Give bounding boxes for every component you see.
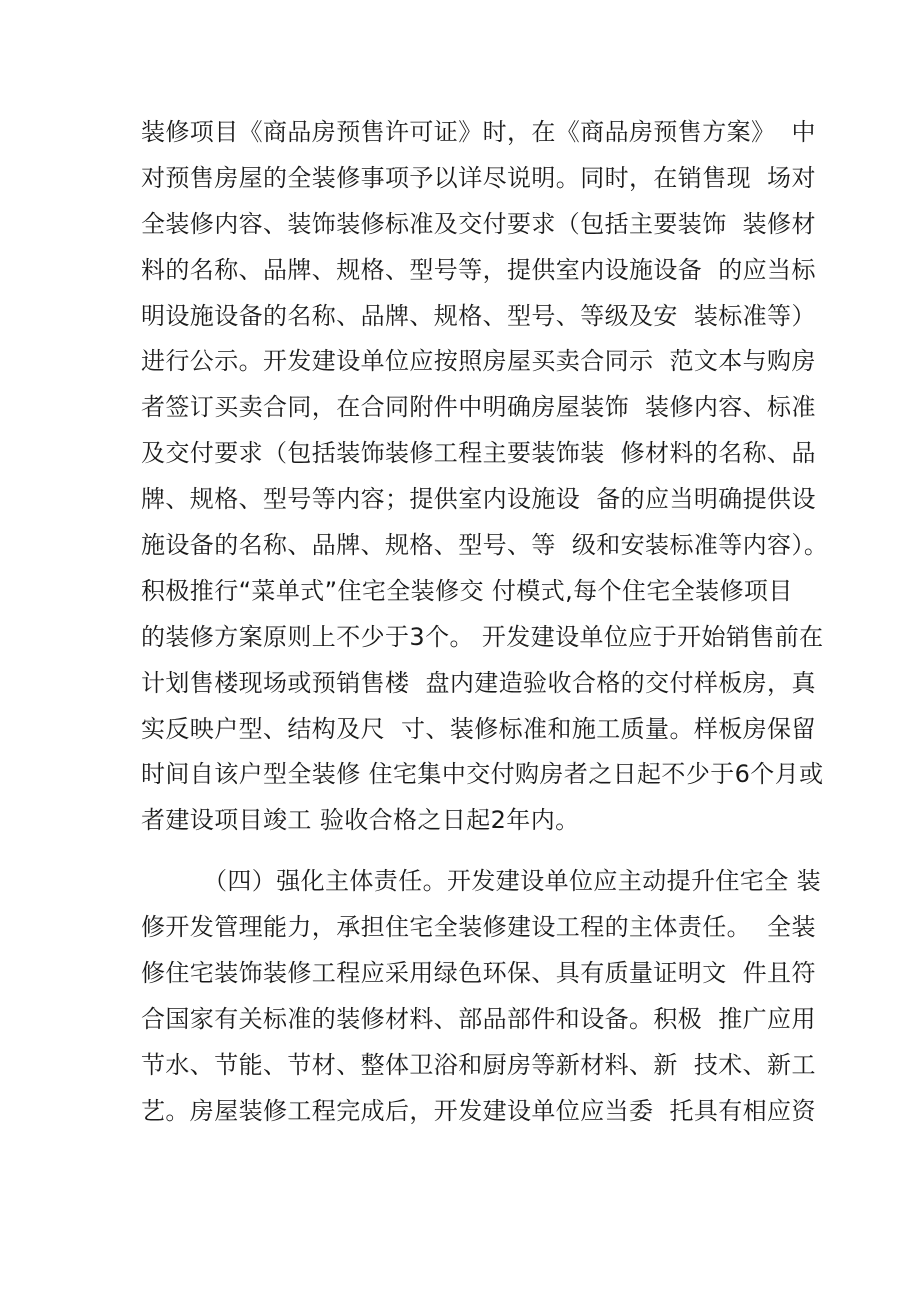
text-line: 对预售房屋的全装修事项予以详尽说明。同时，在销售现 场对 [141,163,816,192]
paragraph-gap [141,844,806,859]
text-line: 及交付要求（包括装饰装修工程主要装饰装 修材料的名称、品 [141,439,816,468]
text-line: 料的名称、品牌、规格、型号等，提供室内设施设备 的应当标 [141,255,816,284]
text-line: 计划售楼现场或预销售楼 盘内建造验收合格的交付样板房，真 [141,668,816,697]
text-line: 者建设项目竣工 验收合格之日起2年内。 [141,806,580,835]
paragraph-heading-line: （四）强化主体责任。开发建设单位应主动提升住宅全 装 [203,867,822,896]
text-line: 修开发管理能力，承担住宅全装修建设工程的主体责任。 全装 [141,913,816,942]
paragraph-1 [141,110,829,844]
text-line: 积极推行“菜单式”住宅全装修交 付模式,每个住宅全装修项目 [141,576,793,605]
text-line: 节水、节能、节材、整体卫浴和厨房等新材料、新 技术、新工 [141,1050,816,1079]
text-line: 者签订买卖合同，在合同附件中明确房屋装饰 装修内容、标准 [141,393,816,422]
text-line: 艺。房屋装修工程完成后，开发建设单位应当委 托具有相应资 [141,1096,816,1125]
text-line: 时间自该户型全装修 住宅集中交付购房者之日起不少于6个月或 [141,760,824,789]
text-line: 全装修内容、装饰装修标准及交付要求（包括主要装饰 装修材 [141,209,816,238]
text-line: 的装修方案原则上不少于3个。 开发建设单位应于开始销售前在 [141,622,824,651]
text-line: 进行公示。开发建设单位应按照房屋买卖合同示 范文本与购房 [141,347,816,376]
text-line: 实反映户型、结构及尺 寸、装修标准和施工质量。样板房保留 [141,714,816,743]
text-line: 合国家有关标准的装修材料、部品部件和设备。积极 推广应用 [141,1004,816,1033]
paragraph-2 [141,859,822,1134]
text-line: 牌、规格、型号等内容；提供室内设施设 备的应当明确提供设 [141,485,816,514]
text-line: 施设备的名称、品牌、规格、型号、等 级和安装标准等内容）。 [141,531,829,560]
text-line: 明设施设备的名称、品牌、规格、型号、等级及安 装标准等） [141,301,816,330]
text-line: 装修项目《商品房预售许可证》时，在《商品房预售方案》 中 [141,118,816,146]
text-line: 修住宅装饰装修工程应采用绿色环保、具有质量证明文 件且符 [141,959,816,988]
document-body [141,110,829,1135]
